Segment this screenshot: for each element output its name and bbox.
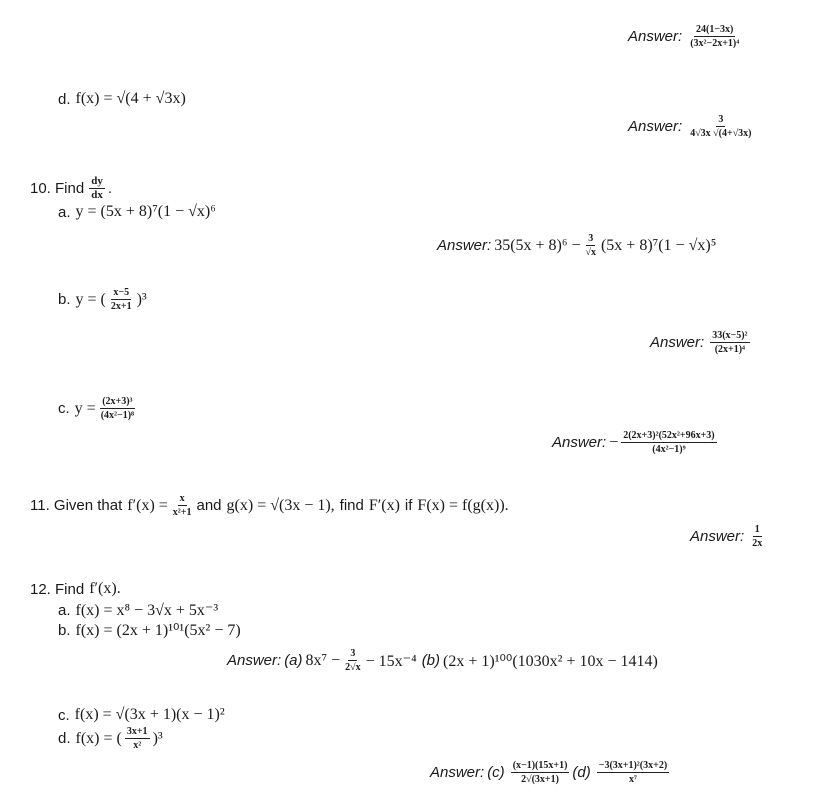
expr-pre: y = ( — [75, 290, 106, 308]
answer-10b — [650, 330, 753, 355]
expr-F-prime: F′(x) — [368, 496, 400, 514]
expression: f(x) = (2x + 1)¹⁰¹(5x² − 7) — [75, 622, 241, 639]
answer-label: Answer: — [628, 118, 683, 135]
denominator: (4x²−1)⁸ — [100, 410, 135, 421]
question-12b — [58, 620, 241, 640]
numerator: 3 — [350, 648, 356, 659]
question-10 — [30, 176, 112, 201]
item-label: c. — [58, 706, 70, 724]
answer-10c — [552, 430, 720, 455]
denominator: (3x²−2x+1)⁴ — [690, 38, 740, 49]
question-12 — [30, 580, 121, 598]
text-if: if — [404, 497, 413, 514]
item-label: c. — [58, 400, 70, 417]
answer-label: Answer: — [628, 28, 683, 45]
denominator: x²+1 — [172, 507, 192, 518]
expression: y = (5x + 8)⁷(1 − √x)⁶ — [75, 203, 216, 220]
denominator: 2√(3x+1) — [521, 774, 559, 785]
numerator: x — [179, 493, 185, 504]
expr-a-pre: 8x⁷ − — [305, 651, 341, 669]
item-label: d. — [58, 730, 71, 747]
expr-pre: 35(5x + 8)⁶ − — [494, 236, 581, 254]
numerator: 1 — [754, 524, 760, 535]
answer-c1 — [628, 24, 744, 49]
answer-10a — [437, 233, 716, 258]
expr-g: g(x) = √(3x − 1), — [226, 496, 335, 514]
answer-12cd — [430, 760, 672, 785]
answer-label: Answer: — [430, 764, 485, 781]
part-c-label: (c) — [487, 764, 505, 781]
denominator: 2√x — [345, 662, 361, 673]
question-12c — [58, 706, 225, 724]
answer-d — [628, 114, 757, 139]
expr-F: F(x) = f(g(x)). — [417, 496, 509, 514]
numerator: x−5 — [113, 287, 130, 298]
numerator: (x−1)(15x+1) — [512, 760, 568, 771]
question-label: 11. Given that — [30, 497, 123, 514]
denominator: √x — [585, 247, 596, 258]
numerator: 3 — [718, 114, 724, 125]
text-find: find — [339, 497, 364, 514]
expr-pre: f(x) = ( — [75, 729, 122, 747]
answer-12ab — [227, 648, 658, 673]
question-12a — [58, 600, 218, 620]
expression: f(x) = √(4 + √3x) — [75, 90, 186, 107]
denominator: 4√3x √(4+√3x) — [690, 128, 752, 139]
denominator: x⁷ — [628, 774, 637, 785]
answer-label: Answer: — [227, 652, 282, 669]
denominator: dx — [91, 189, 103, 201]
expression: f(x) = √(3x + 1)(x − 1)² — [74, 706, 225, 723]
question-10c — [58, 396, 139, 421]
part-b-label: (b) — [421, 652, 441, 669]
numerator: 33(x−5)² — [712, 330, 748, 341]
period: . — [107, 180, 112, 197]
numerator: 24(1−3x) — [696, 24, 734, 35]
expr-post: )³ — [136, 290, 147, 308]
question-label: 12. Find — [30, 580, 85, 598]
question-10a — [58, 203, 216, 221]
numerator: 3 — [588, 233, 594, 244]
denominator: (2x+1)⁴ — [714, 344, 746, 355]
expr-pre: − — [609, 433, 619, 451]
denominator: 2x+1 — [110, 301, 132, 312]
numerator: 2(2x+3)²(52x²+96x+3) — [623, 430, 715, 441]
expr-f-prime: f′(x) = — [127, 496, 168, 514]
question-11 — [30, 493, 509, 518]
question-d — [58, 90, 186, 108]
expression: f′(x). — [89, 580, 121, 597]
item-label: d. — [58, 90, 71, 108]
numerator: (2x+3)³ — [102, 396, 133, 407]
expr-post: )³ — [152, 729, 163, 747]
answer-label: Answer: — [437, 237, 492, 254]
text-and: and — [196, 497, 222, 514]
denominator: 2x — [752, 538, 763, 549]
denominator: (4x²−1)⁹ — [652, 444, 686, 455]
item-label: a. — [58, 203, 71, 221]
numerator: −3(3x+1)²(3x+2) — [598, 760, 668, 771]
answer-11 — [690, 524, 767, 549]
question-10b — [58, 287, 147, 312]
answer-label: Answer: — [650, 334, 705, 351]
item-label: b. — [58, 291, 71, 308]
expr-post: (5x + 8)⁷(1 − √x)⁵ — [600, 236, 717, 254]
denominator: x² — [133, 740, 142, 751]
question-label: 10. Find — [30, 180, 85, 197]
item-label: a. — [58, 601, 71, 619]
numerator: dy — [91, 175, 103, 187]
expr-pre: y = — [74, 399, 96, 417]
part-d-label: (d) — [572, 764, 591, 781]
part-a-label: (a) — [284, 652, 303, 669]
question-12d — [58, 726, 163, 751]
numerator: 3x+1 — [126, 726, 148, 737]
expression: f(x) = x⁸ − 3√x + 5x⁻³ — [75, 602, 219, 619]
answer-label: Answer: — [552, 434, 607, 451]
expr-a-post: − 15x⁻⁴ — [365, 652, 417, 670]
item-label: b. — [58, 621, 71, 639]
expr-b: (2x + 1)¹⁰⁰(1030x² + 10x − 1414) — [443, 652, 658, 670]
answer-label: Answer: — [690, 528, 745, 545]
